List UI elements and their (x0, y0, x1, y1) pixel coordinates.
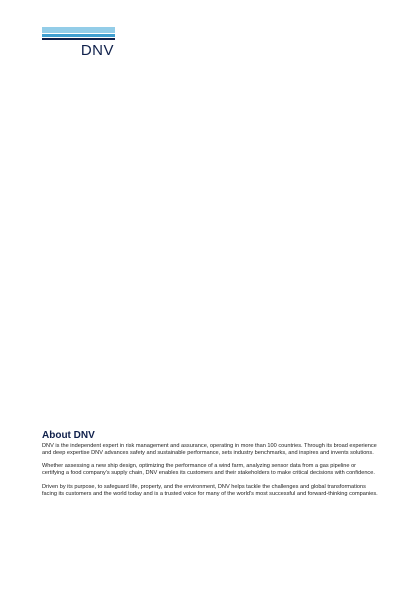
about-heading: About DNV (42, 430, 95, 441)
logo-stripe-dark (42, 38, 115, 40)
about-paragraph-1: DNV is the independent expert in risk management and assurance, operating in more than 100 countries. Through its broad experience and deep expertise DNV advances safety and sustainable performance, sets industry benchmarks, and inspires and invents solutions. (42, 443, 377, 456)
logo-stripe-mid (42, 34, 115, 37)
logo-stripe-light (42, 27, 115, 33)
about-paragraph-3: Driven by its purpose, to safeguard life, property, and the environment, DNV helps tackle the challenges and global transformations facing its customers and the world today and is a trusted voice for many of the world’s most successful and forward-thinking companies. (42, 483, 378, 497)
dnv-logo (42, 27, 115, 61)
about-paragraph-2: Whether assessing a new ship design, optimizing the performance of a wind farm, analyzing sensor data from a gas pipeline or certifying a food company’s supply chain, DNV enables its customers and their stakeholders to make critical decisions with confidence. (42, 463, 375, 477)
logo-wordmark: DNV (80, 42, 114, 59)
about-section (42, 430, 378, 504)
